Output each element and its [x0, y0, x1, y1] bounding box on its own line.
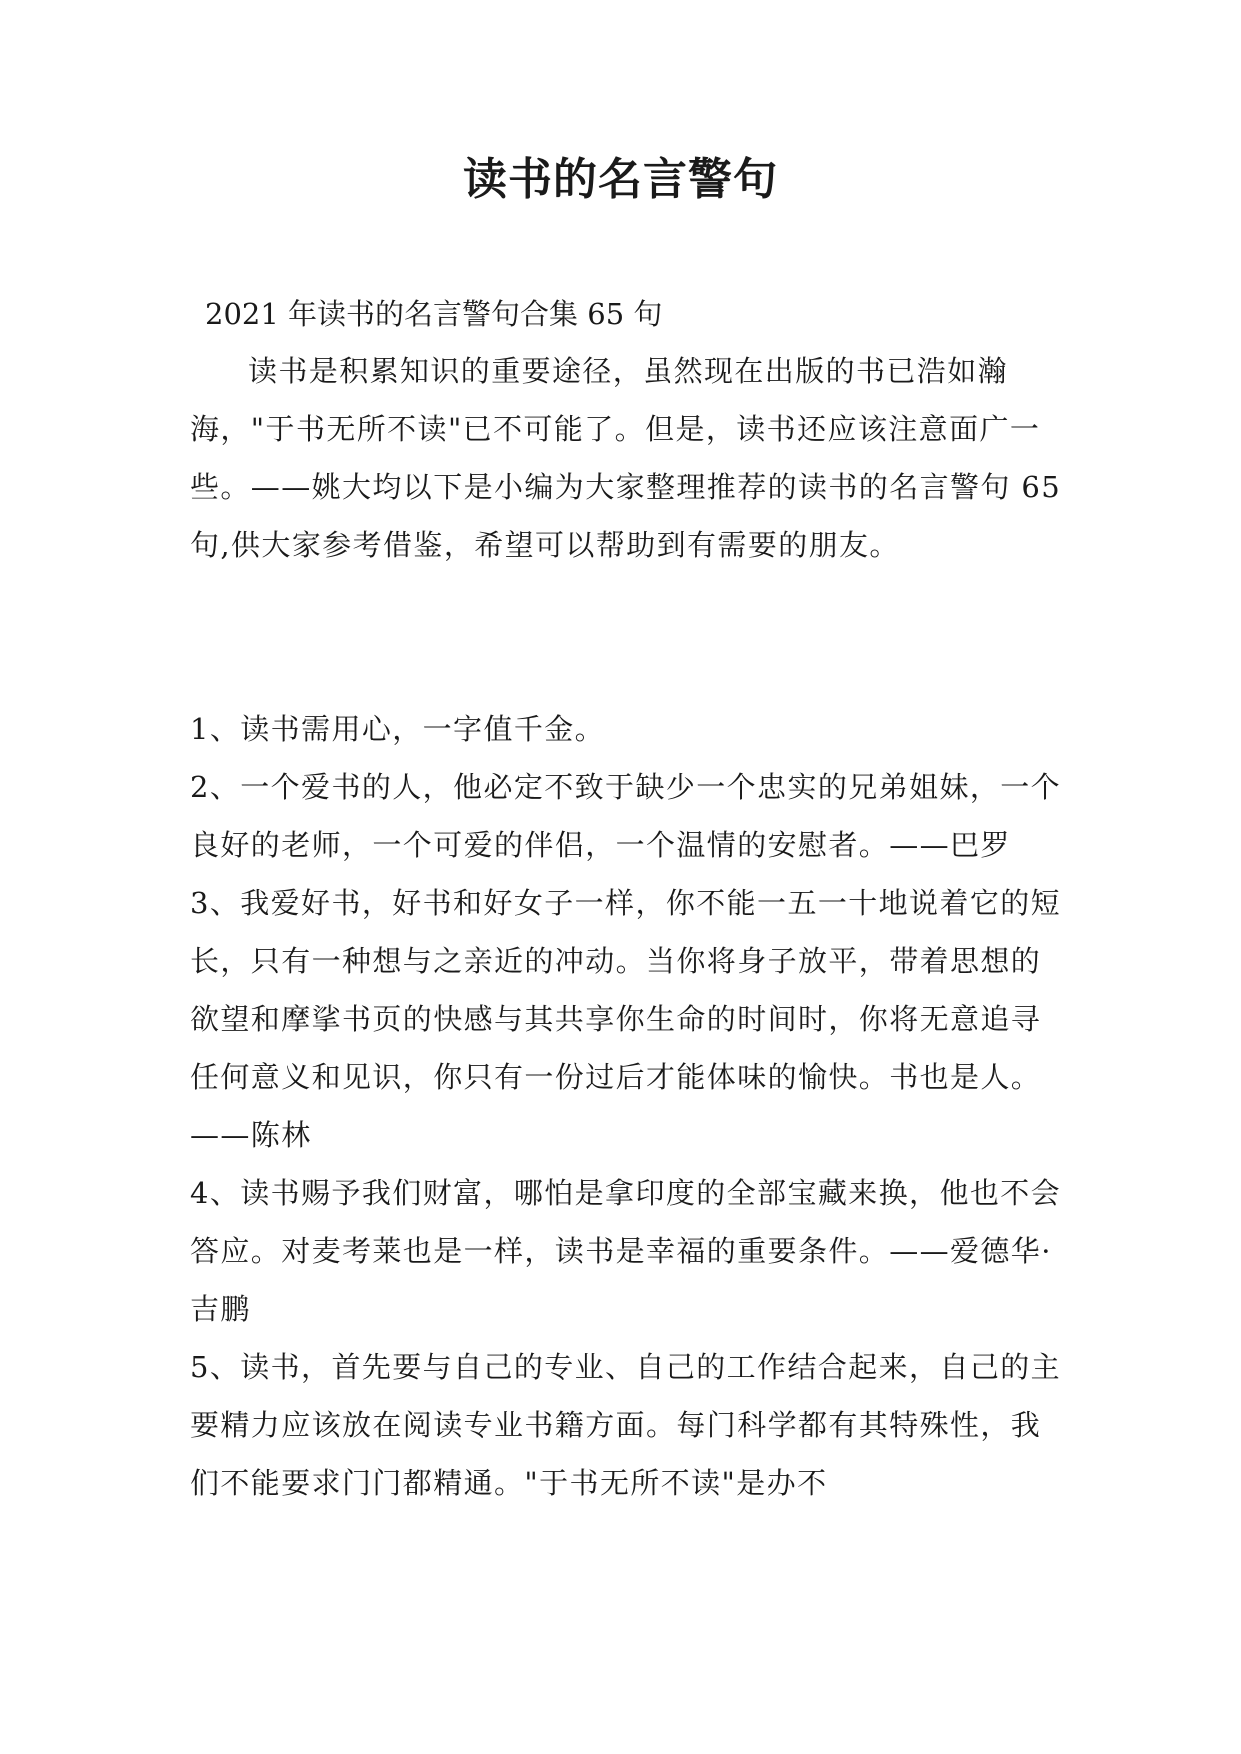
document-subtitle: 2021 年读书的名言警句合集 65 句	[205, 297, 663, 331]
quote-item-4: 4、读书赐予我们财富，哪怕是拿印度的全部宝藏来换，他也不会答应。对麦考莱也是一样，读书是幸福的重要条件。——爱德华·吉鹏	[190, 1176, 1062, 1326]
quote-item-3: 3、我爱好书，好书和好女子一样，你不能一五一十地说着它的短长，只有一种想与之亲近的冲动。当你将身子放平，带着思想的欲望和摩挲书页的快感与其共享你生命的时间时，你将无意追寻任何意义和见识，你只有一份过后才能体味的愉快。书也是人。——陈林	[190, 886, 1062, 1152]
document-title: 读书的名言警句	[463, 154, 778, 205]
quote-list	[190, 700, 1070, 1512]
quote-item-5: 5、读书，首先要与自己的专业、自己的工作结合起来，自己的主要精力应该放在阅读专业书籍方面。每门科学都有其特殊性，我们不能要求门门都精通。"于书无所不读"是办不	[190, 1350, 1062, 1500]
quote-item-1: 1、读书需用心，一字值千金。	[190, 712, 606, 746]
intro-paragraph: 读书是积累知识的重要途径，虽然现在出版的书已浩如瀚海，"于书无所不读"已不可能了。但是，读书还应该注意面广一些。——姚大均以下是小编为大家整理推荐的读书的名言警句 65 句,供大家参考借鉴，希望可以帮助到有需要的朋友。	[190, 354, 1062, 562]
quote-item-2: 2、一个爱书的人，他必定不致于缺少一个忠实的兄弟姐妹，一个良好的老师，一个可爱的伴侣，一个温情的安慰者。——巴罗	[190, 770, 1062, 862]
